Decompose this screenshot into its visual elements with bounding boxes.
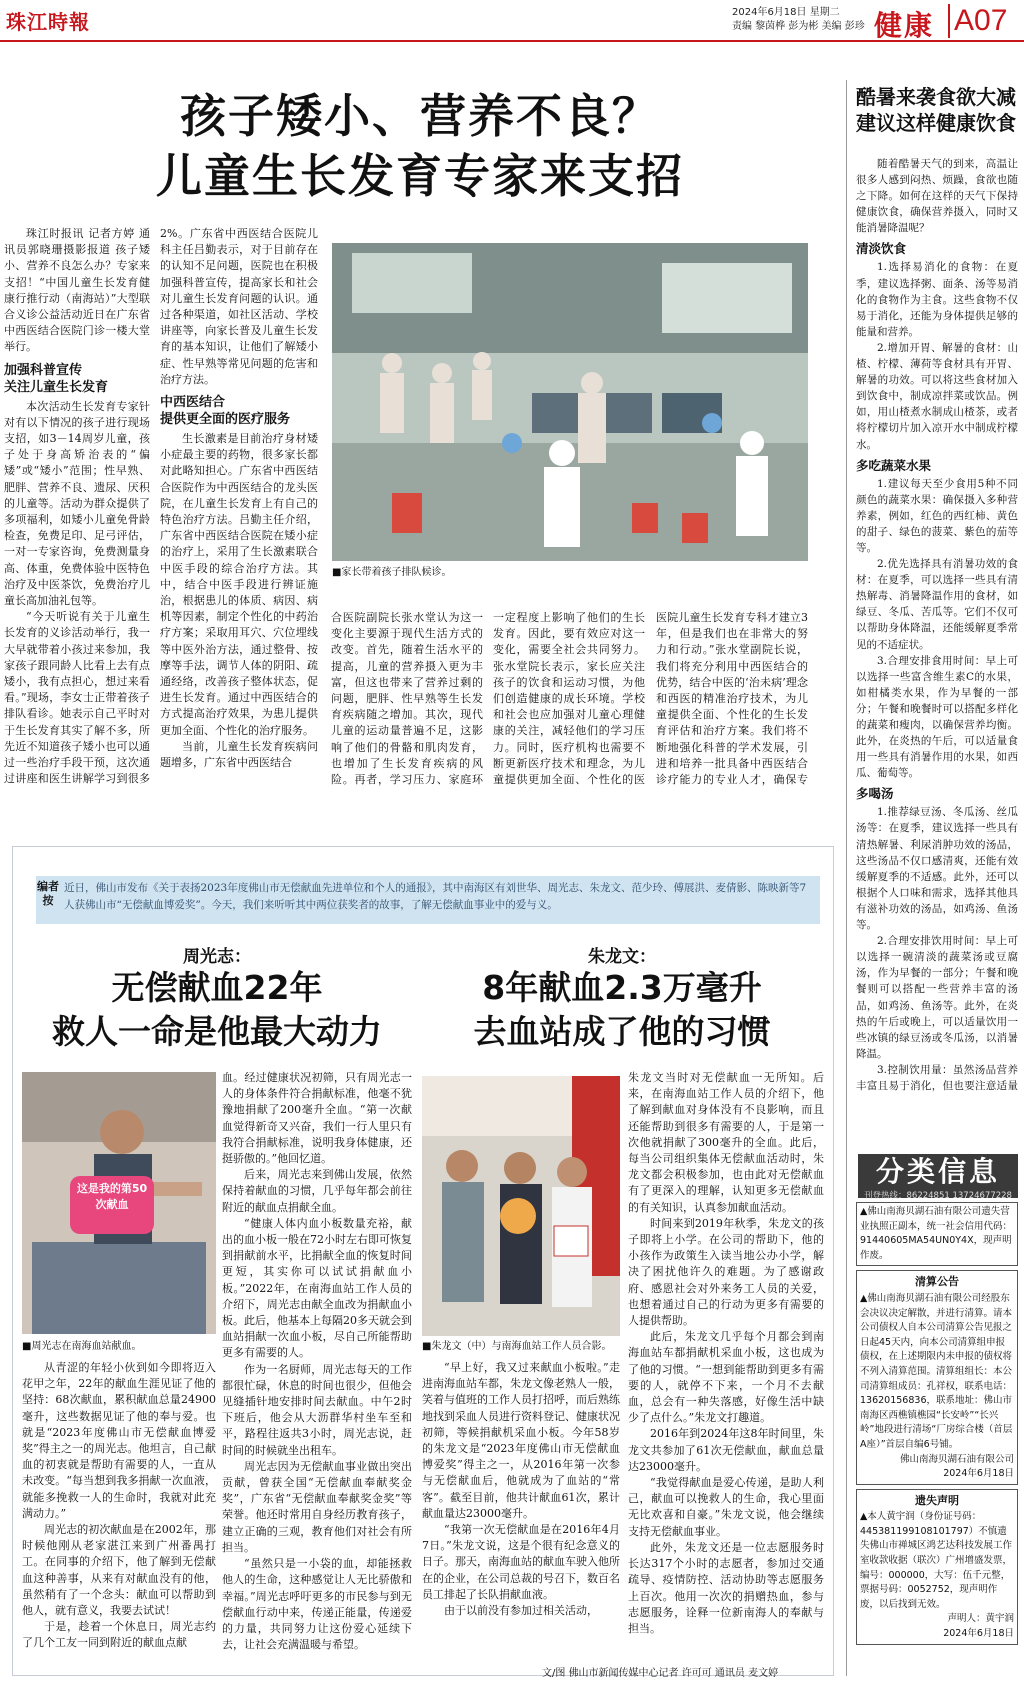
sidebar-subheading: 多喝汤 — [856, 786, 894, 802]
editor-note-label: 编者按 — [37, 880, 59, 907]
editor-credits: 责编 黎茵桦 彭为彬 美编 彭珍 — [732, 21, 865, 32]
page-number: A07 — [948, 4, 1007, 38]
sidebar-subheading: 多吃蔬菜水果 — [856, 457, 932, 473]
classified-title: 分类信息 — [875, 1155, 1000, 1188]
masthead — [0, 0, 1024, 42]
left-story-column-1: 从青涩的年轻小伙到如今即将迈入花甲之年，22年的献血生涯见证了他的坚持：68次献血，累积献血总量24900毫升，这些数据见证了他的奉与爱。也就是“2023年度佛山市无偿献血博爱奖”得主之一的周光志。他坦言，自己献血的初衷就是帮助有需要的人，一直从未改变。“每当想到我多捐献一次血液，就能多挽救一人的生命时，我就对此充满动力。” 周光志的初次献血是在2002年，那时候他刚从老家湛江来到广州番禺打工。在同事的介绍下，他了解到无偿献血这种善事，从来有对献血没有的他，虽然稍有了一个念头：献血可以帮助到他人，就有意义，我要去试试！ 于是，趁着一个休息日，周光志约了几个工友一同到附近的献血点献 — [22, 1361, 216, 1650]
section-name: 健康 — [874, 9, 935, 42]
byline: 文/图 佛山市新闻传媒中心记者 许可可 通讯员 麦文婷 — [542, 1668, 779, 1679]
left-photo-caption: ■周光志在南海血站献血。 — [22, 1341, 142, 1352]
sidebar-headline: 酷暑来袭食欲大减 建议这样健康饮食 — [856, 85, 1016, 135]
right-story-column-2: 朱龙文当时对无偿献血一无所知。后来，在南海血站工作人员的介绍下，他了解到献血对身体没有不良影响，而且还能帮助到很多有需要的人，于是第一次他就捐献了300毫升的全血。此后，每当公司组织集体无偿献血活动时，朱龙文都会积极参加，也由此对无偿献血有了更深入的理解，认知更多无偿献血的有关知识，认真参加献血活动。 时间来到2019年秋季，朱龙文的孩子即将上小学。在公司的帮助下，他的小孩作为政策生入读当地公办小学，解决了困扰他许久的难题。为了感谢政府、感恩社会对外来务工人员的关爱，也想着通过自己的行动为更多有需要的人提供帮助。 此后，朱龙文几乎每个月都会到南海血站车都捐献机采血小板，这也成为了他的习惯。“一想到能帮助到更多有需要的人，就停不下来，一个月不去献血，总会有一种失落感，好像生活中缺少了点什么。”朱龙文打趣道。 2016年到2024年这8年时间里，朱龙文共参加了61次无偿献血，献血总量达23000毫升。 “我觉得献血是爱心传递，是助人利己，献血可以挽救人的生命，我心里面无比欢喜和自豪。”朱龙文说，他会继续支持无偿献血事业。 此外，朱龙文还是一位志愿服务时长达317个小时的志愿者，参加过交通疏导、疫情防控、活动协助等志愿服务上百次。他用一次次的捐赠热血，参与志愿服务，诠释一位新南海人的奉献与担当。 — [628, 1071, 824, 1635]
ad-license-loss: ▲佛山南海贝湖石油有限公司遗失营业执照正副本，统一社会信用代码：91440605MA54UN0Y4X，现声明作废。 — [856, 1202, 1018, 1266]
ad-liquidation-notice: 清算公告 ▲佛山南海贝湖石油有限公司经股东会决议决定解散，并进行清算。请本公司债权人自本公司清算公告见报之日起45天内，向本公司清算组申报债权，在上述期限内未申报的债权将不列入清算范围。清算组组长：本公司清算组成员：孔祥权，联系电话：13620156836，联系地址：佛山市南海区西樵镇樵园“长安岭”“长兴岭”地段进行清场“厂房综合楼（首层A座）”首层自编6号铺。 佛山南海贝湖石油有限公司 2024年6月18日 — [856, 1270, 1018, 1484]
ad-loss-declaration: 遗失声明 ▲本人黄宇润（身份证号码：445381199108101797）不慎遗失佛山市禅城区鸿艺达科技发展工作室收款收据（联次）广州增盛发票，编号：000000，大写：伍千元整，票据号码：0052752，现声明作废，以后找到无效。 声明人：黄宇润 2024年6月18日 — [856, 1489, 1018, 1645]
subheading: 中西医结合 提供更全面的医疗服务 — [160, 395, 291, 428]
right-photo-caption: ■朱龙文（中）与南海血站工作人员合影。 — [422, 1341, 612, 1352]
article-column-5: 医院儿童生长发育专科才建立3年，但是我们也在非常大的努力和行动。”张水堂副院长说，我们将充分利用中西医结合的优势，结合中医的‘治未病’理念和西医的精准治疗技术，为儿童提供全面、个性化的生长发育评估和治疗方案。我们将不断地强化科普的学术发展，引进和培养一批具备中西医结合诊疗能力的专业人才，确保专 — [656, 611, 808, 786]
article-column-2: 2%。广东省中西医结合医院儿科主任吕勤表示，对于目前存在的认知不足问题，医院也在积极加强科普宣传，提高家长和社会对儿童生长发育问题的认识。通过各种渠道，如社区活动、学校讲座等，向家长普及儿童生长发育的基本知识，让他们了解矮小症、性早熟等常见问题的危害和治疗方法。 中西医结合 提供更全面的医疗服务 生长激素是目前治疗身材矮小症最主要的药物，很多家长都对此略知担心。广东省中西医结合医院作为中西医结合的龙头医院，在儿童生长发育上有自己的特色治疗方法。吕勤主任介绍，广东省中西医结合医院在矮小症的治疗上，采用了生长激素联合中医手段的综合治疗方法。其中，结合中医手段进行辨证施治，根据患儿的体质、病因、病机等因素，制定个性化的中药治疗方案；采取用耳穴、穴位埋线等中医外治方法，通过整骨、按摩等手法，调节人体的阴阳、疏通经络，改善孩子整体状态，促进生长发育。通过中西医结合的方式提高治疗效果，为患儿提供更加全面、个性化的治疗服务。 当前，儿童生长发育疾病问题增多，广东省中西医结合 — [160, 227, 318, 770]
issue-info — [732, 6, 865, 34]
photo-caption: ■家长带着孩子排队候诊。 — [332, 567, 452, 578]
clinic-photo-illustration — [332, 243, 808, 561]
issue-date: 2024年6月18日 星期二 — [732, 7, 840, 18]
classified-phone: 刊登热线：86224851 13724677228 — [864, 1191, 1012, 1201]
right-story-headline: 8年献血2.3万毫升 去血站成了他的习惯 — [473, 968, 771, 1051]
donor-photo-right — [422, 1076, 620, 1336]
right-story-column-1: “早上好，我又过来献血小板啦。”走进南海血站车都，朱龙文像老熟人一般，笑着与值班的工作人员打招呼，而后熟练地找到采血人员进行资料登记、健康状况初筛，等候捐献机采血小板。今年58岁的朱龙文是“2023年度佛山市无偿献血博爱奖”得主之一，从2016年第一次参与无偿献血后，他就成为了血站的“常客”。截至目前，他共计献血61次，累计献血量达23000毫升。 “我第一次无偿献血是在2016年4月7日。”朱龙文说，这是个很有纪念意义的日子。那天，南海血站的献血车驶入他所在的企业，在公司总裁的号召下，数百名员工排起了长队捐献血液。 由于以前没有参加过相关活动， — [422, 1361, 620, 1618]
classified-ads — [856, 1202, 1018, 1676]
donation-badge: 这是我的第50次献血 — [70, 1176, 154, 1234]
subheading: 加强科普宣传 关注儿童生长发育 — [4, 362, 109, 395]
article-column-4: 一定程度上影响了他们的生长发育。因此，要有效应对这一变化，需要全社会共同努力。张水堂院长表示，家长应关注孩子的饮食和运动习惯，为他们创造健康的成长环境。学校和社会也应加强对儿童心理健康的关注，减轻他们的学习压力。同时，医疗机构也需要不断更新医疗技术和理念，为儿童提供更加全面、个性化的医 — [493, 611, 645, 786]
left-story-headline: 无偿献血22年 救人一命是他最大动力 — [52, 968, 382, 1051]
right-story-name: 朱龙文： — [588, 947, 656, 967]
sidebar-article: 随着酷暑天气的到来，高温让很多人感到闷热、烦躁，食欲也随之下降。如何在这样的天气下保持健康饮食，确保营养摄入，同时又能消暑降温呢？ 清淡饮食 1.选择易消化的食物：在夏季，建议选择粥、面条、汤等易消化的食物作为主食。这些食物不仅易于消化，还能为身体提供足够的能量和营养。 2.增加开胃、解暑的食材：山楂、柠檬、薄荷等食材具有开胃、解暑的功效。可以将这些食材加入到饮食中，制成凉拌菜或饮品。例如，用山楂煮水制成山楂茶，或者将柠檬切片加入凉开水中制成柠檬水。 多吃蔬菜水果 1.建议每天至少食用5种不同颜色的蔬菜水果：确保摄入多种营养素，例如，红色的西红柿、黄色的甜子、绿色的菠菜、紫色的茄等等。 2.优先选择具有消暑功效的食材：在夏季，可以选择一些具有清热解毒、消暑降温作用的食材，如绿豆、冬瓜、苦瓜等。它们不仅可以帮助身体降温，还能缓解夏季常见的不适症状。 3.合理安排食用时间：早上可以选择一些富含维生素C的水果，如柑橘类水果，作为早餐的一部分；午餐和晚餐时可以搭配多样化的蔬菜和瘦肉，以确保营养均衡。此外，在炎热的午后，可以适量食用一些具有消暑作用的水果，如西瓜、葡萄等。 多喝汤 1.推荐绿豆汤、冬瓜汤、丝瓜汤等：在夏季，建议选择一些具有清热解暑、利尿消肿功效的汤品，这些汤品不仅口感清爽，还能有效缓解夏季的不适感。此外，还可以根据个人口味和需求，选择其他具有滋补功效的汤品，如鸡汤、鱼汤等。 2.合理安排饮用时间：早上可以选择一碗清淡的蔬菜汤或豆腐汤，作为早餐的一部分；午餐和晚餐则可以搭配一些营养丰富的汤品，如鸡汤、鱼汤等。此外，在炎热的午后或晚上，可以适量饮用一些冰镇的绿豆汤或冬瓜汤，以消暑降温。 3.控制饮用量：虽然汤品营养丰富且易于消化，但也要注意适量 — [856, 158, 1018, 1092]
left-story-column-2: 血。经过健康状况初筛，只有周光志一人的身体条件符合捐献标准，他毫不犹豫地捐献了200毫升全血。“第一次献血觉得新奇又兴奋，我们一行人里只有我符合捐献标准，说明我身体健康，还挺骄傲的。”他回忆道。 后来，周光志来到佛山发展，依然保持着献血的习惯，几乎每年都会前往附近的献血点捐献全血。 “健康人体内血小板数量充裕，献出的血小板一般在72小时左右即可恢复到捐献前水平，比捐献全血的恢复时间更短，其实你可以试试捐献血小板。”2022年，在南海血站工作人员的介绍下，周光志由献全血改为捐献血小板。此后，他基本上每隔20多天就会到血站捐献一次血小板，尽自己所能帮助更多有需要的人。 作为一名厨师，周光志每天的工作都很忙碌，休息的时间也很少，但他会见缝插针地安排时间去献血。中午2时下班后，他会从大沥群华村坐车至和平，路程往返共3小时，周光志说，赶时间的时候就坐出租车。 周光志因为无偿献血事业做出突出贡献，曾获全国“无偿献血奉献奖金奖”，广东省“无偿献血奉献奖金奖”等荣誉。他还时常用自身经历教育孩子，建立正确的三观，教育他们对社会有所担当。 “虽然只是一小袋的血，却能拯救他人的生命，这种感觉让人无比骄傲和幸福。”周光志呼吁更多的市民参与到无偿献血行动中来，传递正能量，传递爱的力量，共同努力让这份爱心延续下去，让社会充满温暖与希望。 — [222, 1071, 412, 1652]
column-divider — [846, 80, 847, 1676]
article-column-3: 合医院副院长张水堂认为这一变化主要源于现代生活方式的改变。首先，随着生活水平的提高，儿童的营养摄入更为丰富，但这也带来了营养过剩的问题，肥胖、性早熟等生长发育疾病随之增加。其次，现代儿童的运动量普遍不足，这影响了他们的骨骼和肌肉发育，也增加了生长发育疾病的风险。再者，学习压力、家庭环 — [331, 611, 483, 786]
newspaper-logo: 珠江時報 — [6, 10, 90, 34]
sidebar-subheading: 清淡饮食 — [856, 241, 907, 257]
article-column-1: 珠江时报讯 记者方婷 通讯员郭晓珊摄影报道 孩子矮小、营养不良怎么办？专家来支招！“中国儿童生长发育健康行推行动（南海站）”大型联合义诊公益活动近日在广东省中西医结合医院门诊一楼大堂举行。 加强科普宣传 关注儿童生长发育 本次活动生长发育专家针对有以下情况的孩子进行现场支招，如3－14周岁儿童，孩子处于身高矫治表的“偏矮”或“矮小”范围；性早熟、肥胖、营养不良、遗尿、厌积的儿童等。活动为群众提供了多项福利，如矮小儿童免骨龄检查，免费足印、足弓评估，一对一专家咨询，免费测量身高、体重，免费体验中医特色治疗及中医茶饮，免费治疗儿童长高加油礼包等。 “今天听说有关于儿童生长发育的义诊活动举行，我一大早就带着小孩过来参加，我家孩子跟同龄人比看上去有点矮小，我有点担心，想过来看看。”现场，李女士正带着孩子排队看诊。她表示自己平时对于生长发育其实了解不多，所先近不知道孩子矮小也可以通过一些治疗手段干预，这次通过讲座和医生讲解学习到很多 — [4, 227, 150, 786]
main-headline: 孩子矮小、营养不良？ 儿童生长发育专家来支招 — [156, 89, 684, 203]
clinic-photo — [332, 243, 808, 561]
left-story-name: 周光志： — [183, 947, 251, 967]
editor-note-text: 近日，佛山市发布《关于表扬2023年度佛山市无偿献血先进单位和个人的通报》，其中南海区有刘世华、周光志、朱龙文、范少玲、傅展洪、麦倩影、陈映新等7人获佛山市“无偿献血博爱奖”。今天，我们来听听其中两位获奖者的故事，了解无偿献血事业中的爱与义。 — [64, 882, 807, 911]
